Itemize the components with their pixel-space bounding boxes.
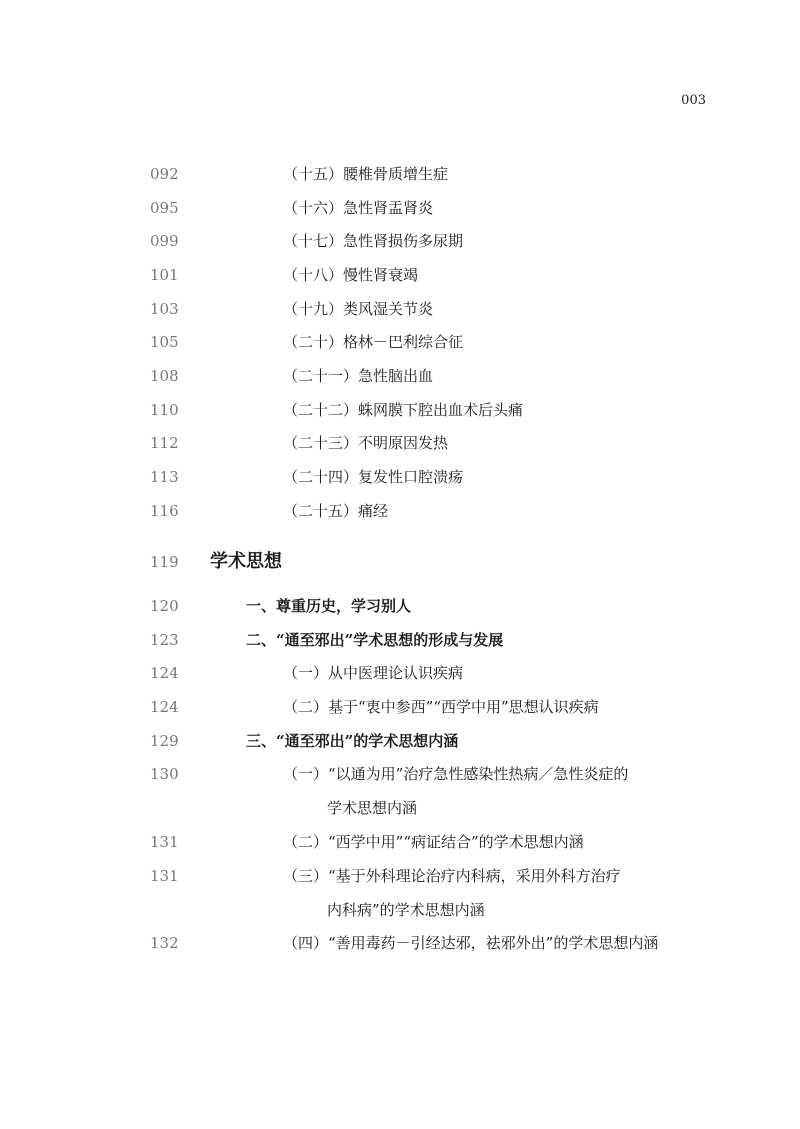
toc-title: （二十）格林－巴利综合征 bbox=[283, 333, 464, 351]
toc-title: （一）从中医理论认识疾病 bbox=[283, 664, 464, 682]
toc-title: （十九）类风湿关节炎 bbox=[283, 300, 434, 318]
toc-title-continuation: 内科病”的学术思想内涵 bbox=[327, 901, 485, 919]
page-number: 003 bbox=[681, 93, 706, 108]
toc-page-number: 092 bbox=[150, 165, 179, 183]
toc-page-number: 124 bbox=[150, 664, 179, 682]
toc-page-number: 131 bbox=[150, 867, 179, 885]
toc-page-number: 124 bbox=[150, 698, 179, 716]
toc-entry bbox=[0, 431, 800, 455]
toc-title: （二）“西学中用”“病证结合”的学术思想内涵 bbox=[283, 833, 584, 851]
toc-title: （二十一）急性脑出血 bbox=[283, 367, 434, 385]
toc-title: （二十三）不明原因发热 bbox=[283, 434, 449, 452]
toc-entry bbox=[0, 465, 800, 489]
toc-title: 二、“通至邪出”学术思想的形成与发展 bbox=[246, 631, 504, 649]
toc-entry bbox=[0, 162, 800, 186]
toc-page-number: 095 bbox=[150, 199, 179, 217]
toc-page-number: 113 bbox=[150, 468, 179, 486]
toc-entry bbox=[0, 864, 800, 919]
toc-entry bbox=[0, 931, 800, 955]
toc-title: （十七）急性肾损伤多尿期 bbox=[283, 232, 464, 250]
toc-entry bbox=[0, 729, 800, 753]
toc-page-number: 105 bbox=[150, 333, 179, 351]
toc-title: （十六）急性肾盂肾炎 bbox=[283, 199, 434, 217]
toc-entry bbox=[0, 499, 800, 523]
toc-page-number: 132 bbox=[150, 934, 179, 952]
toc-page-number: 116 bbox=[150, 502, 179, 520]
toc-entry bbox=[0, 364, 800, 388]
toc-title-line: （三）“基于外科理论治疗内科病，采用外科方治疗 bbox=[283, 867, 621, 885]
toc-page-number: 119 bbox=[150, 553, 179, 571]
toc-page-number: 120 bbox=[150, 597, 179, 615]
toc-title-continuation: 学术思想内涵 bbox=[327, 799, 418, 817]
toc-page-number: 112 bbox=[150, 434, 179, 452]
toc-entry bbox=[0, 695, 800, 719]
toc-entry bbox=[0, 628, 800, 652]
toc-title: 一、尊重历史，学习别人 bbox=[246, 597, 412, 615]
toc-entry bbox=[0, 398, 800, 422]
toc-entry bbox=[0, 762, 800, 817]
toc-title: （二十五）痛经 bbox=[283, 502, 389, 520]
toc-title-line: （一）“以通为用”治疗急性感染性热病／急性炎症的 bbox=[283, 765, 629, 783]
toc-entry bbox=[0, 297, 800, 321]
toc-page-number: 123 bbox=[150, 631, 179, 649]
toc-page-number: 110 bbox=[150, 401, 179, 419]
toc-title bbox=[283, 762, 628, 820]
toc-page-number: 103 bbox=[150, 300, 179, 318]
toc-entry bbox=[0, 594, 800, 618]
toc-page-number: 108 bbox=[150, 367, 179, 385]
toc-title: （四）“善用毒药－引经达邪，祛邪外出”的学术思想内涵 bbox=[283, 934, 659, 952]
toc-page-number: 130 bbox=[150, 765, 179, 783]
toc-page-number: 129 bbox=[150, 732, 179, 750]
toc-title: （十五）腰椎骨质增生症 bbox=[283, 165, 449, 183]
toc-title: 三、“通至邪出”的学术思想内涵 bbox=[246, 732, 459, 750]
toc-entry bbox=[0, 196, 800, 220]
toc-entry bbox=[0, 229, 800, 253]
toc-entry bbox=[0, 263, 800, 287]
toc-title: 学术思想 bbox=[210, 551, 282, 572]
toc-title: （二十二）蛛网膜下腔出血术后头痛 bbox=[283, 401, 524, 419]
toc-section-heading bbox=[0, 550, 800, 574]
toc-page-number: 101 bbox=[150, 266, 179, 284]
toc-title: （二十四）复发性口腔溃疡 bbox=[283, 468, 464, 486]
toc-title: （二）基于“衷中参西”“西学中用”思想认识疾病 bbox=[283, 698, 599, 716]
toc-page-number: 099 bbox=[150, 232, 179, 250]
toc-title bbox=[283, 864, 621, 922]
toc-page-number: 131 bbox=[150, 833, 179, 851]
toc-title: （十八）慢性肾衰竭 bbox=[283, 266, 419, 284]
toc-entry bbox=[0, 830, 800, 854]
toc-entry bbox=[0, 330, 800, 354]
toc-entry bbox=[0, 661, 800, 685]
